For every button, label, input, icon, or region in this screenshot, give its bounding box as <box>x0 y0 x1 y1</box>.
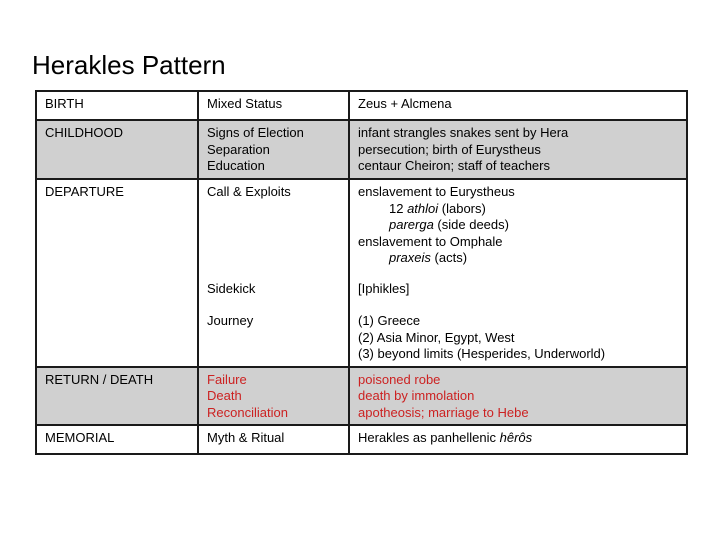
detail-line: persecution; birth of Eurystheus <box>358 141 541 157</box>
stage-birth: BIRTH <box>36 91 198 120</box>
detail-line: infant strangles snakes sent by Hera <box>358 125 569 140</box>
detail-line: praxeis (acts) <box>389 250 468 265</box>
detail-return-death <box>349 367 687 426</box>
table-row-return-death <box>36 367 687 426</box>
detail-birth: Zeus + Alcmena <box>349 91 687 120</box>
detail-line: enslavement to Eurystheus <box>358 184 515 199</box>
detail-sidekick: [Iphikles] <box>349 277 687 309</box>
feature-myth-ritual: Myth & Ritual <box>198 425 349 454</box>
feature-line: Death <box>207 388 242 403</box>
detail-line: enslavement to Omphale <box>358 233 503 249</box>
detail-line: apotheosis; marriage to Hebe <box>358 404 529 420</box>
detail-line: parerga (side deeds) <box>389 217 509 232</box>
detail-line: centaur Cheiron; staff of teachers <box>358 158 550 173</box>
feature-line: Failure <box>207 371 247 387</box>
feature-return-death <box>198 367 349 426</box>
detail-line: poisoned robe <box>358 371 441 387</box>
feature-line: Signs of Election <box>207 125 304 140</box>
feature-sidekick: Sidekick <box>198 277 349 309</box>
detail-line: (2) Asia Minor, Egypt, West <box>358 329 515 345</box>
detail-line: (1) Greece <box>358 313 421 328</box>
detail-line: (3) beyond limits (Hesperides, Underworld) <box>358 346 606 361</box>
detail-journey <box>349 309 687 367</box>
feature-line: Separation <box>207 141 270 157</box>
feature-mixed-status: Mixed Status <box>198 91 349 120</box>
table-row-memorial <box>36 425 687 454</box>
feature-call-exploits: Call & Exploits <box>198 179 349 277</box>
table-row-childhood <box>36 120 687 179</box>
feature-childhood <box>198 120 349 179</box>
stage-return-death: RETURN / DEATH <box>36 367 198 426</box>
herakles-pattern-table <box>35 90 688 455</box>
detail-memorial: Herakles as panhellenic hêrôs <box>349 425 687 454</box>
page-title: Herakles Pattern <box>32 50 226 80</box>
stage-childhood: CHILDHOOD <box>36 120 198 179</box>
detail-line: death by immolation <box>358 388 475 403</box>
table-row-birth <box>36 91 687 120</box>
table-row-call-exploits <box>36 179 687 277</box>
detail-childhood <box>349 120 687 179</box>
feature-journey: Journey <box>198 309 349 367</box>
feature-line: Education <box>207 158 265 173</box>
stage-memorial: MEMORIAL <box>36 425 198 454</box>
detail-line: 12 athloi (labors) <box>389 200 486 216</box>
feature-line: Reconciliation <box>207 404 288 420</box>
stage-departure: DEPARTURE <box>36 179 198 367</box>
detail-call-exploits <box>349 179 687 277</box>
